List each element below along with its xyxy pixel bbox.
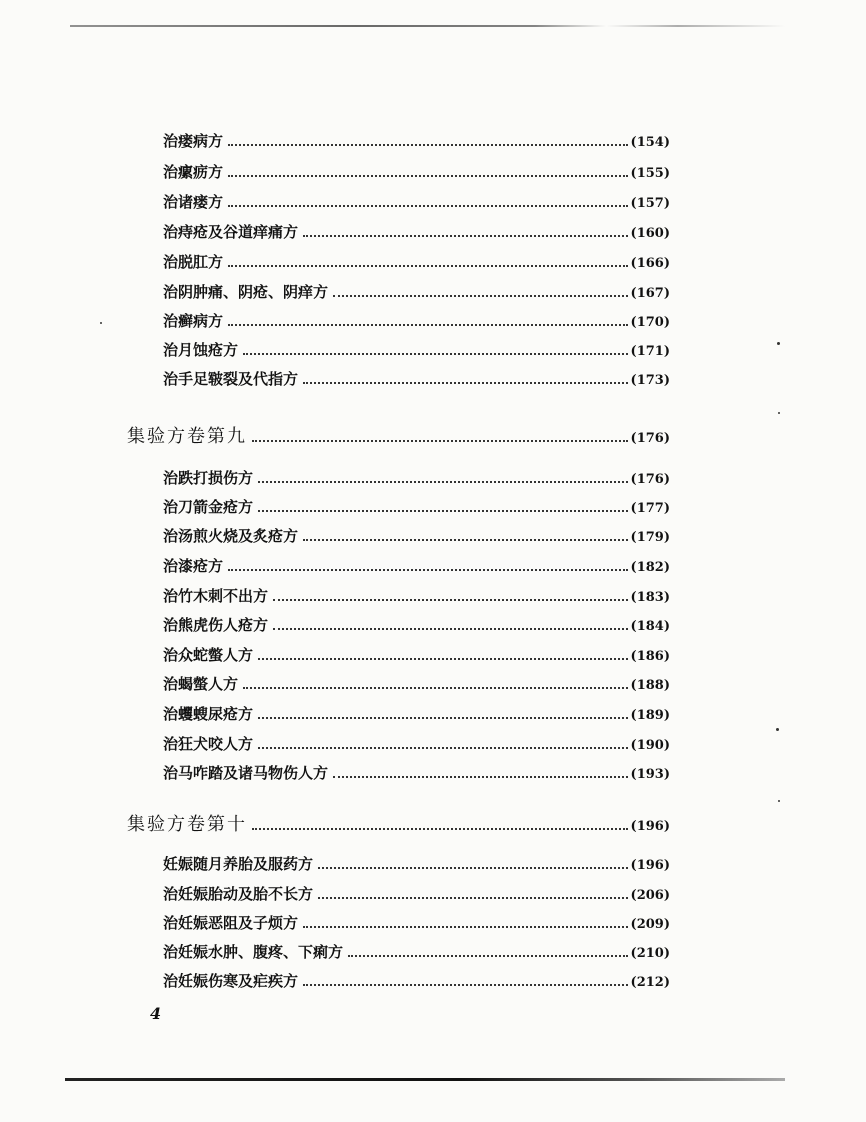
toc-entry-title: 治癣病方 [163, 312, 224, 330]
toc-entry[interactable] [163, 496, 670, 518]
toc-entry-title: 治马咋踏及诸马物伤人方 [163, 764, 329, 782]
dot-leader [252, 440, 628, 442]
dot-leader [333, 295, 628, 297]
toc-entry-title: 治妊娠水肿、腹疼、下痢方 [163, 943, 344, 961]
toc-entry-page: (173) [630, 373, 670, 388]
toc-entry-page: (190) [630, 738, 670, 753]
toc-entry-page: (186) [630, 649, 670, 664]
dot-leader [258, 747, 628, 749]
bottom-rule [65, 1078, 785, 1081]
scan-speck [778, 412, 780, 414]
dot-leader [303, 926, 628, 928]
toc-entry-title: 治痔疮及谷道痒痛方 [163, 223, 299, 241]
toc-entry-title: 治蝎螫人方 [163, 675, 239, 693]
toc-entry[interactable] [163, 161, 670, 183]
dot-leader [303, 382, 628, 384]
toc-entry-page: (177) [630, 501, 670, 516]
toc-entry-title: 妊娠随月养胎及服药方 [163, 855, 314, 873]
toc-entry-page: (189) [630, 708, 670, 723]
dot-leader [303, 539, 628, 541]
scan-speck [100, 322, 102, 324]
dot-leader [303, 235, 628, 237]
toc-entry-title: 治刀箭金疮方 [163, 498, 254, 516]
toc-entry[interactable] [163, 912, 670, 934]
dot-leader [228, 175, 628, 177]
toc-chapter-title: 集验方卷第九 [127, 426, 247, 447]
toc-entry[interactable] [163, 644, 670, 666]
dot-leader [348, 955, 628, 957]
toc-entry-page: (182) [630, 560, 670, 575]
toc-entry-title: 治跌打损伤方 [163, 469, 254, 487]
dot-leader [228, 144, 628, 146]
scan-speck [776, 728, 779, 731]
toc-entry[interactable] [163, 525, 670, 547]
toc-entry-page: (160) [630, 226, 670, 241]
toc-entry[interactable] [163, 221, 670, 243]
toc-entry-page: (196) [630, 858, 670, 873]
toc-entry[interactable] [163, 673, 670, 695]
toc-entry-title: 治阴肿痛、阴疮、阴痒方 [163, 283, 329, 301]
toc-entry[interactable] [163, 883, 670, 905]
toc-entry-page: (210) [630, 946, 670, 961]
toc-entry[interactable] [163, 941, 670, 963]
toc-chapter-heading[interactable] [127, 814, 670, 836]
toc-entry[interactable] [163, 614, 670, 636]
toc-entry-page: (171) [630, 344, 670, 359]
dot-leader [243, 687, 628, 689]
toc-entry[interactable] [163, 191, 670, 213]
toc-entry-title: 治汤煎火烧及炙疮方 [163, 527, 299, 545]
dot-leader [333, 776, 628, 778]
dot-leader [252, 828, 628, 830]
toc-entry-title: 治众蛇螫人方 [163, 646, 254, 664]
dot-leader [273, 628, 628, 630]
dot-leader [273, 599, 628, 601]
dot-leader [228, 324, 628, 326]
toc-entry[interactable] [163, 970, 670, 992]
toc-entry[interactable] [163, 733, 670, 755]
toc-entry-title: 治妊娠伤寒及疟疾方 [163, 972, 299, 990]
toc-chapter-title: 集验方卷第十 [127, 814, 247, 835]
toc-entry[interactable] [163, 310, 670, 332]
toc-entry-page: (157) [630, 196, 670, 211]
toc-entry-title: 治妊娠恶阻及子烦方 [163, 914, 299, 932]
toc-entry-title: 治手足皲裂及代指方 [163, 370, 299, 388]
scan-speck [777, 342, 780, 345]
toc-entry-title: 治蠼螋尿疮方 [163, 705, 254, 723]
dot-leader [258, 481, 628, 483]
toc-entry-title: 治瘘病方 [163, 132, 224, 150]
toc-entry[interactable] [163, 251, 670, 273]
dot-leader [258, 658, 628, 660]
scan-speck [778, 800, 780, 802]
dot-leader [318, 867, 628, 869]
toc-entry-title: 治漆疮方 [163, 557, 224, 575]
page-number: 4 [150, 1004, 162, 1023]
toc-chapter-heading[interactable] [127, 426, 670, 448]
toc-entry-page: (166) [630, 256, 670, 271]
toc-entry-page: (176) [630, 472, 670, 487]
dot-leader [318, 897, 628, 899]
toc-entry-page: (209) [630, 917, 670, 932]
toc-entry[interactable] [163, 853, 670, 875]
top-rule [70, 25, 785, 27]
toc-entry-page: (167) [630, 286, 670, 301]
toc-entry-page: (212) [630, 975, 670, 990]
toc-entry-title: 治月蚀疮方 [163, 341, 239, 359]
toc-entry-page: (155) [630, 166, 670, 181]
toc-entry[interactable] [163, 762, 670, 784]
toc-entry-title: 治竹木刺不出方 [163, 587, 269, 605]
toc-entry-page: (193) [630, 767, 670, 782]
toc-entry-title: 治熊虎伤人疮方 [163, 616, 269, 634]
toc-entry[interactable] [163, 130, 670, 152]
toc-entry-title: 治诸瘘方 [163, 193, 224, 211]
dot-leader [258, 717, 628, 719]
toc-entry-page: (154) [630, 135, 670, 150]
toc-entry[interactable] [163, 467, 670, 489]
dot-leader [243, 353, 628, 355]
toc-entry-page: (206) [630, 888, 670, 903]
toc-entry[interactable] [163, 555, 670, 577]
toc-entry[interactable] [163, 368, 670, 390]
toc-entry-page: (183) [630, 590, 670, 605]
toc-entry-title: 治瘰疬方 [163, 163, 224, 181]
toc-entry-page: (179) [630, 530, 670, 545]
toc-entry-page: (188) [630, 678, 670, 693]
dot-leader [228, 265, 628, 267]
toc-entry[interactable] [163, 585, 670, 607]
dot-leader [228, 569, 628, 571]
dot-leader [228, 205, 628, 207]
toc-entry-title: 治妊娠胎动及胎不长方 [163, 885, 314, 903]
toc-entry-page: (196) [630, 819, 670, 834]
toc-entry-page: (176) [630, 431, 670, 446]
toc-entry-page: (170) [630, 315, 670, 330]
dot-leader [258, 510, 628, 512]
toc-entry[interactable] [163, 339, 670, 361]
toc-entry-title: 治脱肛方 [163, 253, 224, 271]
toc-entry-page: (184) [630, 619, 670, 634]
toc-entry[interactable] [163, 703, 670, 725]
toc-entry-title: 治狂犬咬人方 [163, 735, 254, 753]
toc-entry[interactable] [163, 281, 670, 303]
dot-leader [303, 984, 628, 986]
